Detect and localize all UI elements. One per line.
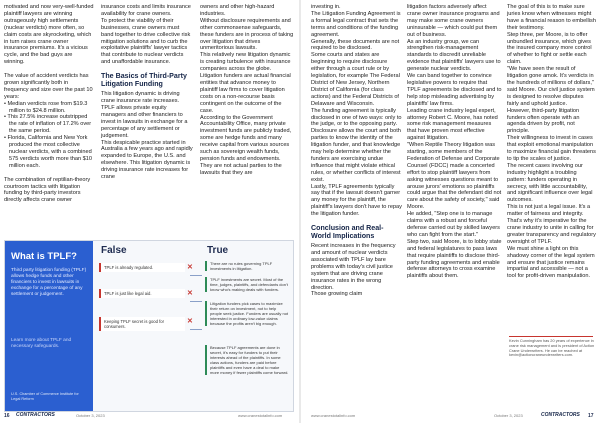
paragraph: The goal of this is to make sure juries know when witnesses might have a financial reason to embellish their testimony. <box>507 4 596 31</box>
paragraph: To protect the viability of their businesses, crane owners must band together to drive collective risk mitigation solutions and to curb the exploitative plaintiffs' lawyer tactics that contribute to nuclear verdicts and unaffordable insurance. <box>101 17 191 66</box>
chamber-logo-text: U.S. Chamber of Commerce Institute for Legal Reform <box>11 392 79 401</box>
paragraph: Generally, these documents are not required to be disclosed. <box>311 38 400 52</box>
issue-date: October 3, 2023 <box>76 413 105 418</box>
right-column-2 <box>407 4 502 280</box>
paragraph: The funding agreement is typically disclosed in one of two ways: only to the judge, or to the opposing party. <box>311 107 402 128</box>
section-heading: Conclusion and Real-World Implications <box>311 224 384 241</box>
paragraph: Step three, per Moore, is to offer unbundled insurance, which gives the insured company more control of whether to fight or settle each claim. <box>507 31 592 66</box>
paragraph: Without disclosure requirements and other commonsense safeguards, these funders are in process of taking over litigation that drives unmeritorious lawsuits. <box>200 17 294 52</box>
true-fact: There are no rules governing TPLF investments in litigation. <box>205 261 289 271</box>
paragraph: investing in. <box>311 4 341 10</box>
tplf-infographic <box>4 240 294 412</box>
paragraph: Recent increases in the frequency and amount of nuclear verdicts associated with TPLF lay bare problems with today's civil justice system that are driving crane insurance rates in the wrong direction. <box>311 243 396 291</box>
paragraph: That's why it's imperative for the crane industry to unite in calling for greater transparency and regulatory oversight of TPLF. <box>507 218 596 245</box>
paragraph: Some courts and states are beginning to require disclosure either through a court rule or by legislation, for example The Federal District of New Jersey, Northern District of California (for class actions) and the Federal Districts of Delaware and Wisconsin. <box>311 52 400 107</box>
paragraph: Lastly, TPLF agreements typically say that if the lawsuit doesn't garner any money for the plaintiff, the plaintiff's lawyers don't have to repay the litigation funder. <box>311 183 402 218</box>
false-claim: Keeping TPLF secret is good for consumers. <box>99 317 185 331</box>
paragraph: As an industry group, we can strengthen risk-management standards to discredit unreliable evidence that plaintiffs' lawyers use to generate nuclear verdicts. <box>407 38 501 73</box>
paragraph: "When Reptile Theory litigation was starting, some members of the Federation of Defense and Corporate Counsel (FDCC) made a concerted effort to stop plaintiff lawyers from asking witnesses questions meant to arouse jurors' emotions so plaintiffs could argue that the defendant did not care about the safety of society," said Moore. <box>407 142 502 211</box>
true-fact: Litigation funders pick cases to maximize their return on investment, not to help people seek justice. Funders are usually not interested in ordinary low-value claims because the profits aren't big enough. <box>205 301 289 326</box>
x-mark-icon: ✕ <box>187 318 193 325</box>
right-footer <box>588 413 594 419</box>
arrow-right-icon <box>190 275 202 276</box>
brand-logo: CONTRACTORS <box>541 412 580 418</box>
false-claim: TPLF is just like legal aid. <box>99 289 185 298</box>
paragraph: According to the Government Accountability Office, many private investment funds are publicly traded, some are hedge funds and many receive capital from various sources such as sovereign wealth funds, pension funds and endowments. <box>200 114 292 162</box>
brand-logo: CONTRACTORS <box>16 412 55 418</box>
x-mark-icon: ✕ <box>187 290 193 297</box>
paragraph: We must shine a light on this shadowy corner of the legal system and ensure that justice remains impartial and accessible — not a tool for profit-driven manipulation. <box>507 245 595 280</box>
caption-divider <box>509 336 593 337</box>
paragraph: litigation factors adversely affect crane owner insurance programs and may make some crane owners uninsurable — which could put them out of business. <box>407 4 500 38</box>
left-column-2 <box>101 4 193 181</box>
arrow-right-icon <box>190 301 202 302</box>
paragraph: Disclosure allows the court and both parties to know the identity of the litigation funder, and that knowledge may help determine whether the funders are exercising undue influence that might violate ethical rules, or whether conflicts of interest exist. <box>311 128 401 183</box>
paragraph: Leading crane industry legal expert, attorney Robert C. Moore, has noted some risk management measures that have proven most effective against litigation. <box>407 107 498 142</box>
left-column-1 <box>4 4 94 204</box>
paragraph: The Litigation Funding Agreement is a formal legal contract that sets the terms and conditions of the funding agreement. <box>311 10 401 38</box>
infographic-title: What is TPLF? <box>11 251 77 262</box>
paragraph: Their willingness to invest in cases that exploit emotional manipulation to maximize financial gain threatens to tip the scales of justice. <box>507 135 596 162</box>
paragraph: We can band together to convince legislative powers to require that TPLF agreements be disclosed and to help stop misleading advertising by plaintiffs' law firms. <box>407 73 502 107</box>
footer-url: www.cranestotalinfo.com <box>311 413 356 418</box>
left-footer <box>4 413 10 419</box>
paragraph: The combination of reptilian-theory courtroom tactics with litigation funding by third-party investors directly affects crane owner <box>4 176 91 204</box>
section-heading: The Basics of Third-Party Litigation Funding <box>101 72 187 89</box>
paragraph: "We have seen the result of litigation gone amok. It's verdicts in the hundreds of millions of dollars," said Moore. Our civil justice system is designed to resolve disputes fairly and uphold justice. <box>507 66 595 107</box>
paragraph: They are not actual parties to the lawsuits that they are <box>200 162 282 176</box>
true-fact: TPLF investments are secret. Most of the time, judges, plaintiffs, and defendants don't know who's making deals with funders. <box>205 277 289 292</box>
paragraph: The recent cases involving our industry highlight a troubling pattern: funders operating in secrecy, with little accountability, and significant influence over legal outcomes. <box>507 162 593 204</box>
paragraph: motivated and now very-well-funded plaintiff lawyers are winning outrageously high settlements (nuclear verdicts) more often, so claim costs are skyrocketing, which in turn raises crane owner insurance premiums. It's a vicious cycle, and the bad guys are winning. <box>4 4 94 66</box>
page-gutter <box>299 0 301 423</box>
infographic-body: Third party litigation funding (TPLF) allows hedge funds and other financiers to invest in lawsuits in exchange for a percentage of any settlement or judgement. <box>11 268 87 297</box>
footer-url: www.cranestotalinfo.com <box>238 413 283 418</box>
arrow-right-icon <box>190 329 202 330</box>
false-heading: False <box>101 245 127 256</box>
paragraph: TPLF allows private equity managers and other financiers to invest in lawsuits in exchange for a percentage of any settlement or judgement. <box>101 104 188 139</box>
paragraph: This is not just a legal issue. It's a matter of fairness and integrity. <box>507 204 591 218</box>
issue-date: October 3, 2023 <box>494 413 523 418</box>
false-claim: TPLF is already regulated. <box>99 263 185 272</box>
infographic-intro-panel <box>5 241 93 411</box>
paragraph: This relatively new litigation dynamic is creating turbulence with insurance companies across the globe. <box>200 52 291 73</box>
right-column-3 <box>507 4 596 280</box>
left-column-3 <box>200 4 294 177</box>
bullet-item: • Florida, California and New York produced the most collective nuclear verdicts, with a combined 575 verdicts worth more than $10 million each. <box>4 135 93 169</box>
paragraph: owners and other high-hazard industries. <box>200 4 275 17</box>
paragraph: This despicable practice started in Australia a few years ago and rapidly expanded to Europe, the U.S. and elsewhere. This litigation dynamic is driving insurance rate increases for crane <box>101 139 193 181</box>
x-mark-icon: ✕ <box>187 264 193 271</box>
paragraph: insurance costs and limits insurance availability for crane owners. <box>101 4 191 17</box>
paragraph: Those growing claim <box>311 291 363 298</box>
paragraph: This litigation dynamic is driving crane insurance rate increases. <box>101 91 180 105</box>
paragraph: The value of accident verdicts has grown significantly both in frequency and size over the past 10 years: <box>4 73 93 100</box>
paragraph: Litigation funders are actual financial entities that advance money to plaintiff law firms to cover litigation costs on a non-recourse basis contingent on the outcome of the case. <box>200 73 291 114</box>
page-number: 17 <box>588 413 594 419</box>
bullet-item: • This 27.5% increase outstripped the rate of inflation of 17.2% over the same period. <box>4 114 92 135</box>
true-fact: Because TPLF agreements are done in secret, it's easy for funders to put their interests ahead of the plaintiffs. In some class actions, funders are paid before plaintiffs and even have a deal to make more money if fewer plaintiffs come forward. <box>205 345 289 375</box>
page-number: 16 <box>4 413 10 419</box>
right-column-1 <box>311 4 402 298</box>
paragraph: However, third-party litigation funders often operate with an agenda driven by profit, not principle. <box>507 107 580 135</box>
author-bio: Kevin Cunningham has 20 years of experience in crane risk management and is president of Action Crane Underwriters. He can be reached at kevin@actioncraneunderwriters.com. <box>509 338 595 358</box>
true-heading: True <box>207 245 229 256</box>
bullet-item: • Median verdicts rose from $19.3 million to $24.8 million. <box>4 100 88 114</box>
infographic-learn-more: Learn more about TPLF and necessary safeguards. <box>11 338 72 349</box>
paragraph: He added, "Step one is to manage claims with a robust and forceful defense carried out by skilled lawyers who can fight from the start." <box>407 211 500 238</box>
paragraph: Step two, said Moore, is to lobby state and federal legislatures to pass laws that require plaintiffs to disclose third-party funding agreements and enable defense attorneys to cross examine plaintiffs about them. <box>407 238 502 280</box>
